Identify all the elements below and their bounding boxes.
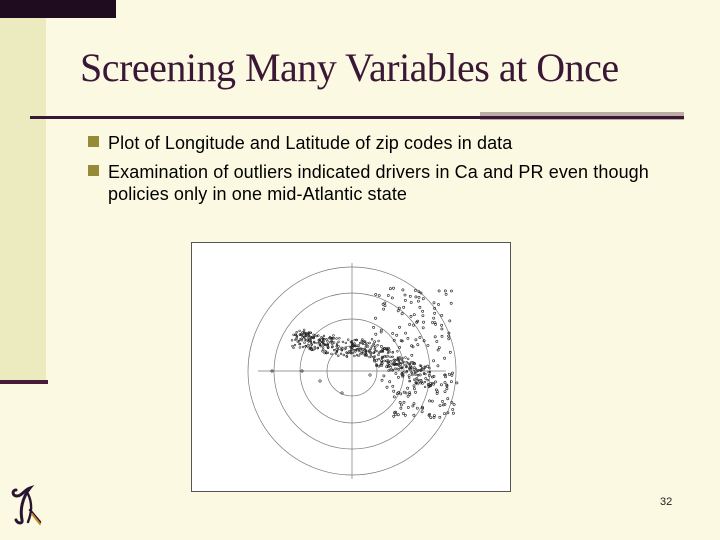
- scatter-point: [415, 339, 417, 341]
- scatter-point: [431, 400, 433, 402]
- logo-icon: [10, 484, 44, 526]
- scatter-point: [456, 382, 458, 384]
- scatter-point: [311, 344, 313, 346]
- scatter-point: [410, 315, 412, 317]
- scatter-point: [350, 341, 352, 343]
- scatter-point: [439, 416, 441, 418]
- scatter-point: [392, 287, 394, 289]
- scatter-point: [296, 331, 298, 333]
- scatter-point: [369, 342, 371, 344]
- scatter-point: [293, 347, 295, 349]
- scatter-point: [333, 337, 335, 339]
- scatter-point: [383, 375, 385, 377]
- scatter-point: [305, 339, 307, 341]
- scatter-point: [422, 383, 424, 385]
- page-number: 32: [660, 496, 673, 508]
- scatter-point: [440, 384, 442, 386]
- scatter-point: [422, 327, 424, 329]
- scatter-point: [328, 337, 330, 339]
- scatter-point: [326, 338, 328, 340]
- scatter-point: [375, 293, 377, 295]
- scatter-point: [299, 347, 301, 349]
- scatter-point: [448, 338, 450, 340]
- scatter-point: [378, 294, 380, 296]
- scatter-point: [392, 356, 394, 358]
- scatter-point: [405, 357, 407, 359]
- bullet-text: Plot of Longitude and Latitude of zip codes in data: [108, 133, 513, 153]
- scatter-point: [364, 343, 366, 345]
- scatter-point: [441, 314, 443, 316]
- scatter-point: [415, 296, 417, 298]
- scatter-point: [429, 400, 431, 402]
- scatter-point: [424, 381, 426, 383]
- scatter-point: [397, 350, 399, 352]
- scatter-point: [374, 317, 376, 319]
- scatter-point: [371, 338, 373, 340]
- scatter-point: [373, 326, 375, 328]
- scatter-point: [402, 412, 404, 414]
- scatter-point: [302, 346, 304, 348]
- scatter-point: [358, 345, 360, 347]
- bullet-item: [88, 132, 688, 154]
- scatter-point: [381, 379, 383, 381]
- scatter-point: [360, 348, 362, 350]
- scatter-point: [427, 379, 429, 381]
- scatter-point: [310, 342, 312, 344]
- scatter-point: [347, 339, 349, 341]
- scatter-point: [388, 347, 390, 349]
- scatter-point: [378, 340, 380, 342]
- scatter-point: [322, 350, 324, 352]
- scatter-point: [453, 403, 455, 405]
- scatter-point: [319, 380, 321, 382]
- scatter-point: [365, 344, 367, 346]
- scatter-point: [448, 373, 450, 375]
- scatter-point: [398, 368, 400, 370]
- scatter-point: [404, 414, 406, 416]
- scatter-point: [341, 349, 343, 351]
- scatter-point: [423, 368, 425, 370]
- scatter-point: [417, 300, 419, 302]
- scatter-point: [416, 407, 418, 409]
- scatter-point: [414, 289, 416, 291]
- scatter-point: [419, 306, 421, 308]
- scatter-point: [430, 417, 432, 419]
- scatter-point: [338, 341, 340, 343]
- scatter-point: [449, 320, 451, 322]
- scatter-point: [314, 346, 316, 348]
- scatter-point: [444, 290, 446, 292]
- scatter-point: [340, 353, 342, 355]
- scatter-point: [370, 348, 372, 350]
- scatter-point: [436, 340, 438, 342]
- scatter-point: [371, 346, 373, 348]
- scatter-point: [398, 326, 400, 328]
- scatter-point: [310, 332, 312, 334]
- scatter-point: [393, 415, 395, 417]
- bullet-item: [88, 161, 688, 205]
- slide-title: Screening Many Variables at Once: [80, 45, 619, 90]
- scatter-point: [305, 345, 307, 347]
- bullet-text: Examination of outliers indicated drivers in Ca and PR even though policies only in one mid-Atlantic state: [108, 162, 649, 204]
- scatter-point: [414, 391, 416, 393]
- scatter-point: [409, 323, 411, 325]
- scatter-point: [441, 400, 443, 402]
- scatter-point: [401, 313, 403, 315]
- title-rule: [30, 116, 684, 119]
- scatter-point: [392, 352, 394, 354]
- scatter-point: [413, 388, 415, 390]
- scatter-point: [413, 314, 415, 316]
- scatter-point: [416, 377, 418, 379]
- scatter-point: [378, 354, 380, 356]
- scatter-point: [441, 335, 443, 337]
- scatter-point: [299, 339, 301, 341]
- left-decor-band-edge: [0, 380, 48, 384]
- scatter-point: [339, 337, 341, 339]
- scatter-point: [329, 341, 331, 343]
- scatter-point: [399, 401, 401, 403]
- scatter-point: [407, 406, 409, 408]
- scatter-point: [431, 321, 433, 323]
- bullet-list: [88, 132, 688, 212]
- scatter-point: [407, 395, 409, 397]
- scatter-point: [392, 332, 394, 334]
- scatter-point: [390, 366, 392, 368]
- scatter-point: [303, 329, 305, 331]
- scatter-point: [451, 372, 453, 374]
- scatter-point: [370, 353, 372, 355]
- scatter-point: [397, 376, 399, 378]
- scatter-point: [333, 342, 335, 344]
- scatter-point: [452, 412, 454, 414]
- scatter-point: [322, 344, 324, 346]
- scatter-point: [399, 357, 401, 359]
- scatter-point: [381, 360, 383, 362]
- scatter-point: [433, 302, 435, 304]
- scatter-point: [450, 381, 452, 383]
- scatter-point: [408, 377, 410, 379]
- scatter-point: [375, 333, 377, 335]
- scatter-point: [409, 295, 411, 297]
- scatter-point: [322, 347, 324, 349]
- scatter-point: [299, 330, 301, 332]
- scatter-point: [407, 337, 409, 339]
- scatter-point: [422, 298, 424, 300]
- scatter-point: [385, 356, 387, 358]
- scatter-point: [386, 386, 388, 388]
- scatter-point: [335, 353, 337, 355]
- scatter-point: [434, 336, 436, 338]
- scatter-point: [422, 315, 424, 317]
- scatter-point: [417, 344, 419, 346]
- scatter-point: [325, 350, 327, 352]
- scatter-point: [418, 296, 420, 298]
- scatter-point: [396, 334, 398, 336]
- scatter-point: [299, 334, 301, 336]
- scatter-point: [317, 335, 319, 337]
- scatter-point: [350, 349, 352, 351]
- scatter-point: [441, 328, 443, 330]
- scatter-point: [400, 404, 402, 406]
- scatter-point: [423, 373, 425, 375]
- scatter-point: [331, 343, 333, 345]
- scatter-point: [404, 299, 406, 301]
- scatter-point: [419, 374, 421, 376]
- scatter-point: [447, 398, 449, 400]
- scatter-point: [354, 351, 356, 353]
- square-bullet-icon: [88, 165, 99, 176]
- scatter-point: [384, 360, 386, 362]
- scatter-point: [327, 352, 329, 354]
- scatter-point: [417, 375, 419, 377]
- scatter-point: [390, 360, 392, 362]
- scatter-point: [358, 355, 360, 357]
- scatter-point: [419, 336, 421, 338]
- scatter-point: [403, 306, 405, 308]
- scatter-point: [450, 290, 452, 292]
- scatter-point: [425, 377, 427, 379]
- scatter-point: [389, 288, 391, 290]
- scatter-point: [321, 336, 323, 338]
- scatter-point: [386, 366, 388, 368]
- scatter-point: [405, 364, 407, 366]
- scatter-point: [395, 372, 397, 374]
- scatter-point: [327, 340, 329, 342]
- scatter-point: [449, 351, 451, 353]
- scatter-point: [402, 289, 404, 291]
- scatter-point: [443, 413, 445, 415]
- scatter-point: [403, 401, 405, 403]
- scatter-point: [437, 365, 439, 367]
- scatter-point: [333, 349, 335, 351]
- scatter-point: [304, 342, 306, 344]
- scatter-point: [413, 324, 415, 326]
- scatter-point: [406, 361, 408, 363]
- scatter-point: [313, 334, 315, 336]
- scatter-point: [389, 369, 391, 371]
- scatter-point: [451, 374, 453, 376]
- scatter-point: [343, 354, 345, 356]
- scatter-point: [413, 414, 415, 416]
- scatter-point: [424, 386, 426, 388]
- scatter-point: [356, 348, 358, 350]
- scatter-point: [337, 348, 339, 350]
- scatter-point: [336, 338, 338, 340]
- scatter-point: [337, 355, 339, 357]
- scatter-point: [408, 375, 410, 377]
- scatter-point: [397, 414, 399, 416]
- scatter-point: [296, 338, 298, 340]
- scatter-point: [323, 335, 325, 337]
- scatter-points: [271, 287, 458, 419]
- scatter-point: [378, 358, 380, 360]
- scatter-point: [411, 354, 413, 356]
- scatter-point: [299, 343, 301, 345]
- scatter-point: [370, 356, 372, 358]
- scatter-point: [399, 346, 401, 348]
- scatter-point: [342, 341, 344, 343]
- left-decor-band: [0, 18, 46, 382]
- scatter-point: [422, 310, 424, 312]
- scatter-point: [387, 363, 389, 365]
- scatter-point: [433, 360, 435, 362]
- scatter-point: [393, 390, 395, 392]
- scatter-point: [377, 344, 379, 346]
- scatter-point: [365, 346, 367, 348]
- scatter-point: [412, 405, 414, 407]
- scatter-point: [376, 350, 378, 352]
- scatter-point: [410, 369, 412, 371]
- scatter-point: [394, 368, 396, 370]
- scatter-point: [410, 301, 412, 303]
- scatter-point: [361, 342, 363, 344]
- scatter-point: [362, 352, 364, 354]
- scatter-point: [400, 407, 402, 409]
- scatter-point: [384, 302, 386, 304]
- scatter-point: [346, 355, 348, 357]
- scatter-point: [374, 346, 376, 348]
- scatter-point: [341, 347, 343, 349]
- scatter-point: [301, 339, 303, 341]
- scatter-point: [421, 411, 423, 413]
- scatter-point: [413, 379, 415, 381]
- scatter-point: [303, 336, 305, 338]
- scatter-point: [413, 403, 415, 405]
- scatter-point: [417, 383, 419, 385]
- scatter-point: [384, 305, 386, 307]
- scatter-point: [438, 290, 440, 292]
- scatter-point: [404, 294, 406, 296]
- scatter-point: [427, 365, 429, 367]
- scatter-point: [439, 405, 441, 407]
- scatter-point: [308, 344, 310, 346]
- scatter-point: [427, 344, 429, 346]
- scatter-point: [390, 356, 392, 358]
- scatter-point: [354, 355, 356, 357]
- scatter-point: [445, 293, 447, 295]
- scatter-point: [356, 339, 358, 341]
- scatter-point: [392, 385, 394, 387]
- scatter-point: [441, 324, 443, 326]
- scatter-point: [380, 345, 382, 347]
- scatter-point: [387, 352, 389, 354]
- scatter-point: [294, 344, 296, 346]
- scatter-point: [348, 350, 350, 352]
- scatter-point: [333, 335, 335, 337]
- scatter-point: [437, 303, 439, 305]
- scatter-point: [378, 352, 380, 354]
- scatter-point: [383, 308, 385, 310]
- scatter-point: [393, 396, 395, 398]
- scatter-point: [291, 339, 293, 341]
- scatter-point: [308, 340, 310, 342]
- scatter-point: [378, 366, 380, 368]
- scatter-point: [374, 341, 376, 343]
- scatter-point: [409, 380, 411, 382]
- scatter-point: [387, 294, 389, 296]
- scatter-point: [434, 312, 436, 314]
- polar-scatter-svg: [192, 243, 512, 493]
- scatter-point: [367, 346, 369, 348]
- scatter-point: [373, 343, 375, 345]
- scatter-point: [369, 374, 371, 376]
- scatter-point: [444, 381, 446, 383]
- scatter-point: [413, 385, 415, 387]
- scatter-point: [352, 352, 354, 354]
- top-decor-block: [0, 0, 116, 18]
- scatter-point: [429, 367, 431, 369]
- scatter-point: [373, 356, 375, 358]
- scatter-point: [400, 393, 402, 395]
- scatter-point: [295, 334, 297, 336]
- scatter-point: [444, 391, 446, 393]
- scatter-point: [420, 382, 422, 384]
- scatter-point: [450, 302, 452, 304]
- scatter-point: [446, 388, 448, 390]
- scatter-point: [307, 338, 309, 340]
- scatter-point: [448, 335, 450, 337]
- square-bullet-icon: [88, 136, 99, 147]
- scatter-point: [452, 408, 454, 410]
- scatter-point: [397, 310, 399, 312]
- scatter-point: [444, 357, 446, 359]
- scatter-point: [376, 359, 378, 361]
- scatter-point: [297, 341, 299, 343]
- scatter-point: [415, 374, 417, 376]
- scatter-point: [389, 381, 391, 383]
- polar-scatter-plot: [191, 242, 511, 492]
- scatter-point: [345, 342, 347, 344]
- scatter-point: [433, 317, 435, 319]
- scatter-point: [317, 342, 319, 344]
- scatter-point: [405, 332, 407, 334]
- scatter-point: [438, 347, 440, 349]
- scatter-point: [423, 321, 425, 323]
- scatter-point: [373, 352, 375, 354]
- scatter-point: [328, 347, 330, 349]
- scatter-point: [434, 381, 436, 383]
- scatter-point: [344, 348, 346, 350]
- scatter-point: [407, 387, 409, 389]
- scatter-point: [391, 297, 393, 299]
- scatter-point: [338, 346, 340, 348]
- scatter-point: [331, 353, 333, 355]
- scatter-point: [308, 346, 310, 348]
- scatter-point: [317, 347, 319, 349]
- scatter-point: [407, 358, 409, 360]
- scatter-point: [437, 349, 439, 351]
